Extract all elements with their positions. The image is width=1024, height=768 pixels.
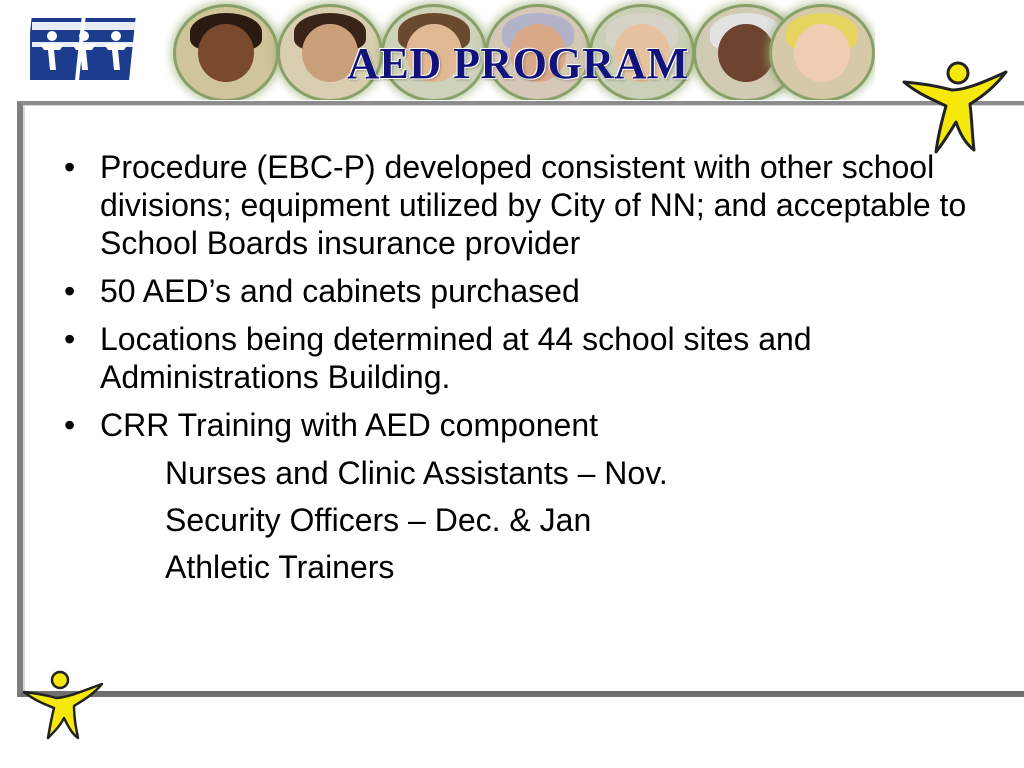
bullet-text: 50 AED’s and cabinets purchased xyxy=(100,273,580,309)
slide-title: AED PROGRAM xyxy=(347,39,689,88)
bullet-text: CRR Training with AED component xyxy=(100,407,598,443)
bullet-marker: • xyxy=(64,321,76,357)
bullet-marker: • xyxy=(64,149,76,185)
star-figure-icon xyxy=(22,668,104,740)
bullet-list xyxy=(58,148,968,595)
star-figure-icon xyxy=(900,60,1010,155)
bullet-text: Procedure (EBC-P) developed consistent with other school divisions; equipment utilized by City of NN; and acceptable to School Boards insurance provider xyxy=(100,149,967,261)
bullet-item xyxy=(58,148,968,262)
sub-item: Security Officers – Dec. & Jan xyxy=(165,502,592,538)
bullet-item xyxy=(58,406,968,444)
sub-item: Nurses and Clinic Assistants – Nov. xyxy=(165,455,668,491)
sub-item: Athletic Trainers xyxy=(165,549,395,585)
bullet-item xyxy=(58,320,968,396)
bullet-marker: • xyxy=(64,407,76,443)
bullet-text: Locations being determined at 44 school sites and Administrations Building. xyxy=(100,321,812,395)
bullet-marker: • xyxy=(64,273,76,309)
bullet-item xyxy=(58,272,968,310)
